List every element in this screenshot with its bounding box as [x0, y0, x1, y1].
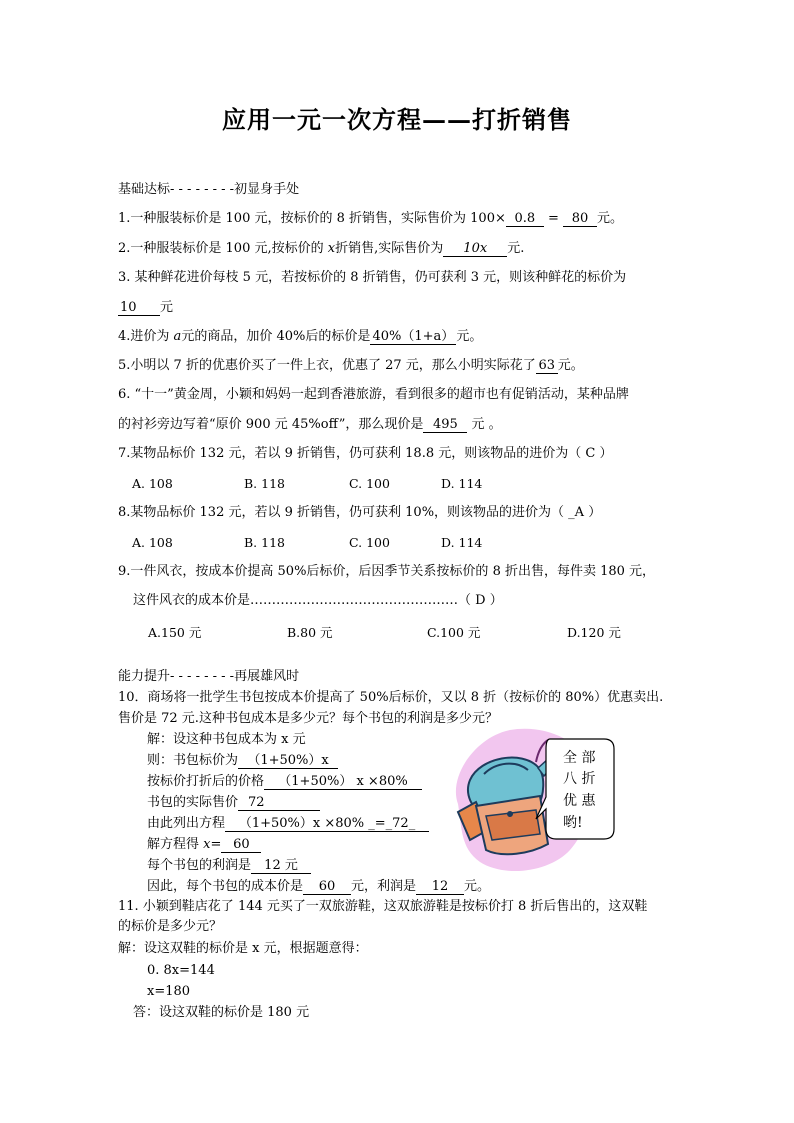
answer-blank: （1+50%）x [238, 753, 338, 769]
question-5: 5.小明以 7 折的优惠价买了一件上衣，优惠了 27 元，那么小明实际花了 63 元。 [118, 358, 584, 373]
q10-step-3: 按标价打折后的价格 （1+50%） x ×80% [147, 773, 422, 790]
q10-step-4: 书包的实际售价 72 [147, 794, 320, 811]
question-3-line2: 10 元 [120, 300, 174, 315]
question-6-line2: 的衬衫旁边写着“原价 900 元 45%off”，那么现价是 495 元 。 [118, 417, 502, 432]
q10-step-8: 因此，每个书包的成本价是 60 元，利润是 12 元。 [147, 879, 491, 894]
q9-option-d: D.120 元 [567, 625, 621, 640]
section-basic-header: 基础达标- - - - - - - -初显身手处 [118, 182, 300, 197]
answer-blank: 0.8 [506, 211, 544, 227]
q10-step-7: 每个书包的利润是 12 元 [147, 857, 311, 874]
question-2: 2.一种服装标价是 100 元,按标价的 x折销售,实际售价为 10x 元. [118, 241, 525, 256]
bubble-line-3: 优 惠 [563, 793, 596, 809]
question-4: 4.进价为 a元的商品，加价 40%后的标价是 40%（1+a） 元。 [118, 329, 483, 344]
answer-blank: 60 [221, 837, 261, 853]
q10-step-5: 由此列出方程 （1+50%）x ×80% _=_72_ [147, 815, 429, 832]
answer-blank: 60 [303, 879, 351, 895]
q11-step-1: 解：设这双鞋的标价是 x 元，根据题意得： [118, 941, 368, 956]
question-1: 1.一种服装标价是 100 元，按标价的 8 折销售，实际售价为 100× 0.8 = 80 元。 [118, 211, 624, 226]
q9-option-a: A.150 元 [148, 625, 202, 640]
q8-option-d: D. 114 [441, 535, 483, 550]
answer-blank: 63 [536, 358, 558, 374]
q10-step-2: 则：书包标价为 （1+50%）x [147, 752, 338, 769]
q7-option-a: A. 108 [132, 476, 173, 491]
q11-step-2: 0. 8x=144 [147, 963, 215, 978]
q8-option-a: A. 108 [132, 535, 173, 550]
answer-blank: 10 [118, 300, 160, 316]
section-advanced-header: 能力提升- - - - - - - -再展雄风时 [118, 669, 300, 684]
q7-option-c: C. 100 [349, 476, 390, 491]
answer-blank: 495 [423, 417, 467, 433]
q7-option-d: D. 114 [441, 476, 483, 491]
bubble-line-2: 八 折 [563, 771, 596, 787]
page-title: 应用一元一次方程——打折销售 [222, 105, 572, 134]
answer-blank: 12 元 [251, 858, 311, 874]
q9-option-b: B.80 元 [287, 625, 333, 640]
q11-answer: 答：设这双鞋的标价是 180 元 [133, 1005, 310, 1020]
question-11-line1: 11. 小颖到鞋店花了 144 元买了一双旅游鞋，这双旅游鞋是按标价打 8 折后售出的，这双鞋 [118, 899, 648, 914]
question-7: 7.某物品标价 132 元，若以 9 折销售，仍可获利 18.8 元，则该物品的进价为（ C ） [118, 446, 613, 461]
answer-blank: 40%（1+a） [370, 329, 456, 345]
question-3-line1: 3. 某种鲜花进价每枝 5 元，若按标价的 8 折销售，仍可获利 3 元，则该种鲜花的标价为 [118, 270, 627, 285]
q10-step-1: 解：设这种书包成本为 x 元 [147, 732, 306, 747]
question-9-line1: 9.一件风衣，按成本价提高 50%后标价，后因季节关系按标价的 8 折出售，每件卖 180 元， [118, 564, 656, 579]
answer-blank: 80 [563, 211, 597, 227]
backpack-buckle [507, 811, 513, 817]
bubble-line-1: 全 部 [563, 750, 596, 766]
q8-option-c: C. 100 [349, 535, 390, 550]
question-10-line2: 售价是 72 元.这种书包成本是多少元？每个书包的利润是多少元？ [118, 711, 498, 726]
q7-option-b: B. 118 [244, 476, 285, 491]
q10-step-6: 解方程得 x= 60 [147, 836, 261, 853]
answer-blank: 72 [238, 795, 320, 811]
answer-blank: （1+50%）x ×80% _=_72_ [225, 816, 429, 832]
answer-blank: 10x [443, 241, 507, 257]
q11-step-3: x=180 [147, 984, 191, 999]
answer-blank: 12 [416, 879, 464, 895]
answer-blank: （1+50%） x ×80% [264, 774, 422, 790]
question-6-line1: 6. “十一”黄金周，小颖和妈妈一起到香港旅游，看到很多的超市也有促销活动，某种品牌 [118, 387, 629, 402]
question-10-line1: 10．商场将一批学生书包按成本价提高了 50%后标价，又以 8 折（按标价的 80%）优惠卖出. [118, 690, 664, 705]
question-8: 8.某物品标价 132 元，若以 9 折销售，仍可获利 10%，则该物品的进价为（ _A ） [118, 505, 602, 520]
q8-option-b: B. 118 [244, 535, 285, 550]
question-11-line2: 的标价是多少元？ [118, 919, 223, 934]
q9-option-c: C.100 元 [427, 625, 481, 640]
bubble-line-4: 哟! [563, 815, 583, 831]
question-9-line2: 这件风衣的成本价是…………………………………………（ D ） [133, 593, 503, 608]
